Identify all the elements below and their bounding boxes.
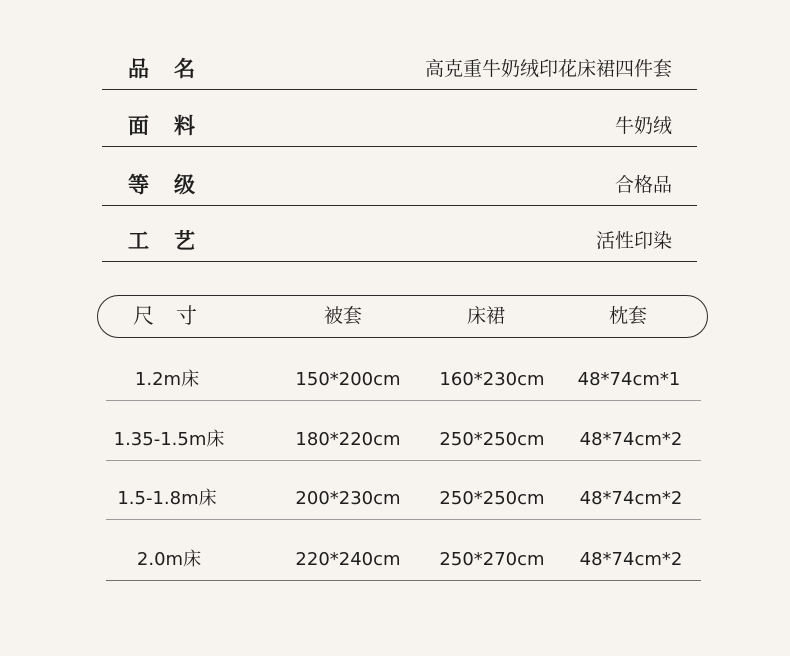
- skirt-size-cell: 250*250cm: [439, 429, 545, 450]
- bed-size-cell: 1.2m床: [134, 369, 200, 390]
- spec-value: 合格品: [614, 174, 672, 196]
- skirt-size-cell: 250*270cm: [439, 549, 545, 570]
- bed-size-cell: 1.5-1.8m床: [117, 488, 217, 509]
- pillow-size-cell: 48*74cm*2: [579, 488, 683, 509]
- pillow-size-cell: 48*74cm*2: [579, 429, 683, 450]
- spec-label: 品名: [128, 57, 220, 81]
- bed-size-cell: 2.0m床: [136, 549, 202, 570]
- spec-label: 工艺: [128, 229, 220, 253]
- spec-value: 牛奶绒: [614, 115, 672, 137]
- size-table-header: [97, 295, 708, 338]
- spec-row-fabric: [102, 106, 697, 147]
- pillow-size-cell: 48*74cm*2: [579, 549, 683, 570]
- skirt-size-cell: 250*250cm: [439, 488, 545, 509]
- spec-row-craft: [102, 221, 697, 262]
- table-row: [106, 360, 701, 401]
- header-bed-skirt: 床裙: [466, 305, 506, 327]
- header-size: 尺寸: [133, 304, 219, 328]
- table-row: [106, 479, 701, 520]
- header-pillowcase: 枕套: [608, 305, 648, 327]
- duvet-size-cell: 150*200cm: [295, 369, 401, 390]
- spec-row-grade: [102, 165, 697, 206]
- table-row: [106, 420, 701, 461]
- header-duvet-cover: 被套: [323, 305, 363, 327]
- bed-size-cell: 1.35-1.5m床: [113, 429, 225, 450]
- spec-value: 高克重牛奶绒印花床裙四件套: [424, 58, 672, 80]
- pillow-size-cell: 48*74cm*1: [577, 369, 681, 390]
- duvet-size-cell: 180*220cm: [295, 429, 401, 450]
- spec-value: 活性印染: [595, 230, 672, 252]
- spec-label: 面料: [128, 114, 220, 138]
- duvet-size-cell: 220*240cm: [295, 549, 401, 570]
- skirt-size-cell: 160*230cm: [439, 369, 545, 390]
- table-row: [106, 540, 701, 581]
- spec-label: 等级: [128, 173, 220, 197]
- duvet-size-cell: 200*230cm: [295, 488, 401, 509]
- spec-row-name: [102, 49, 697, 90]
